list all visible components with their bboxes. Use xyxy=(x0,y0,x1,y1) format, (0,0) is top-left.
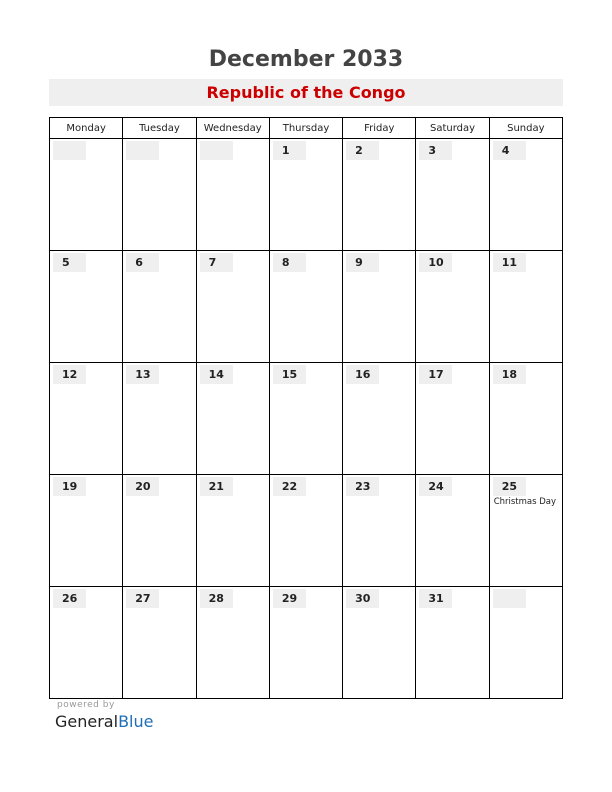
weekday-header-monday: Monday xyxy=(50,118,123,139)
day-number: 31 xyxy=(428,592,444,605)
day-number-box xyxy=(53,141,86,160)
day-cell xyxy=(343,587,416,699)
weekday-header-wednesday: Wednesday xyxy=(196,118,269,139)
weekday-header-friday: Friday xyxy=(343,118,416,139)
day-number: 12 xyxy=(62,368,78,381)
day-number: 7 xyxy=(208,256,217,269)
weekday-header-tuesday: Tuesday xyxy=(123,118,196,139)
day-number: 15 xyxy=(281,368,298,381)
country-name: Republic of the Congo xyxy=(206,83,406,102)
day-cell xyxy=(343,139,416,251)
day-number: 21 xyxy=(208,480,224,493)
day-number: 19 xyxy=(62,480,78,493)
day-number: 11 xyxy=(501,256,517,269)
day-number-box xyxy=(126,141,159,160)
day-number: 27 xyxy=(135,592,151,605)
day-number: 28 xyxy=(208,592,224,605)
week-row xyxy=(50,363,563,475)
day-number-box xyxy=(200,141,233,160)
day-cell xyxy=(50,363,123,475)
day-number: 4 xyxy=(501,144,510,157)
day-number: 5 xyxy=(62,256,70,269)
day-cell xyxy=(123,139,196,251)
day-cell xyxy=(489,251,562,363)
brand-general-text: General xyxy=(55,712,119,731)
day-number: 2 xyxy=(355,144,363,157)
weekday-header-thursday: Thursday xyxy=(269,118,342,139)
day-cell xyxy=(343,363,416,475)
powered-by-label: powered by xyxy=(57,700,115,710)
day-cell xyxy=(343,251,416,363)
day-number: 1 xyxy=(281,144,290,157)
day-cell xyxy=(196,139,269,251)
weekday-header-row xyxy=(50,118,563,139)
day-number: 29 xyxy=(281,592,298,605)
brand-logo[interactable] xyxy=(55,712,153,732)
day-cell xyxy=(123,587,196,699)
day-number: 22 xyxy=(281,480,298,493)
day-number: 14 xyxy=(208,368,224,381)
day-cell xyxy=(123,251,196,363)
month-title: December 2033 xyxy=(208,47,404,72)
weekday-header-sunday: Sunday xyxy=(489,118,562,139)
day-number: 6 xyxy=(135,256,143,269)
day-cell xyxy=(489,363,562,475)
day-cell xyxy=(489,475,562,587)
day-cell xyxy=(50,587,123,699)
day-number: 13 xyxy=(135,368,151,381)
day-cell xyxy=(269,587,342,699)
week-row xyxy=(50,139,563,251)
day-cell xyxy=(269,363,342,475)
day-cell xyxy=(196,587,269,699)
day-cell xyxy=(416,475,489,587)
day-number: 26 xyxy=(62,592,78,605)
day-number: 18 xyxy=(501,368,517,381)
day-number: 10 xyxy=(428,256,444,269)
day-cell xyxy=(416,587,489,699)
week-row xyxy=(50,587,563,699)
calendar-grid xyxy=(49,117,563,699)
day-cell xyxy=(269,139,342,251)
day-number: 23 xyxy=(355,480,371,493)
day-cell xyxy=(416,139,489,251)
day-cell xyxy=(123,363,196,475)
day-number: 25 xyxy=(501,480,517,493)
day-cell xyxy=(50,251,123,363)
day-cell xyxy=(343,475,416,587)
week-row xyxy=(50,475,563,587)
day-cell xyxy=(50,475,123,587)
day-number-box xyxy=(493,589,526,608)
day-number: 8 xyxy=(281,256,290,269)
week-row xyxy=(50,251,563,363)
day-number: 24 xyxy=(428,480,444,493)
day-number: 30 xyxy=(355,592,371,605)
day-cell xyxy=(123,475,196,587)
day-cell xyxy=(269,475,342,587)
day-cell xyxy=(416,251,489,363)
day-cell xyxy=(196,475,269,587)
holiday-label: Christmas Day xyxy=(493,497,557,507)
day-number: 16 xyxy=(355,368,371,381)
day-number: 20 xyxy=(135,480,151,493)
day-cell xyxy=(50,139,123,251)
day-number: 9 xyxy=(355,256,363,269)
day-number: 17 xyxy=(428,368,444,381)
day-cell xyxy=(489,139,562,251)
day-number: 3 xyxy=(428,144,437,157)
day-cell xyxy=(269,251,342,363)
day-cell xyxy=(196,363,269,475)
day-cell xyxy=(196,251,269,363)
day-cell xyxy=(489,587,562,699)
day-cell xyxy=(416,363,489,475)
weekday-header-saturday: Saturday xyxy=(416,118,489,139)
brand-blue-text: Blue xyxy=(118,712,154,731)
country-band xyxy=(49,79,563,106)
